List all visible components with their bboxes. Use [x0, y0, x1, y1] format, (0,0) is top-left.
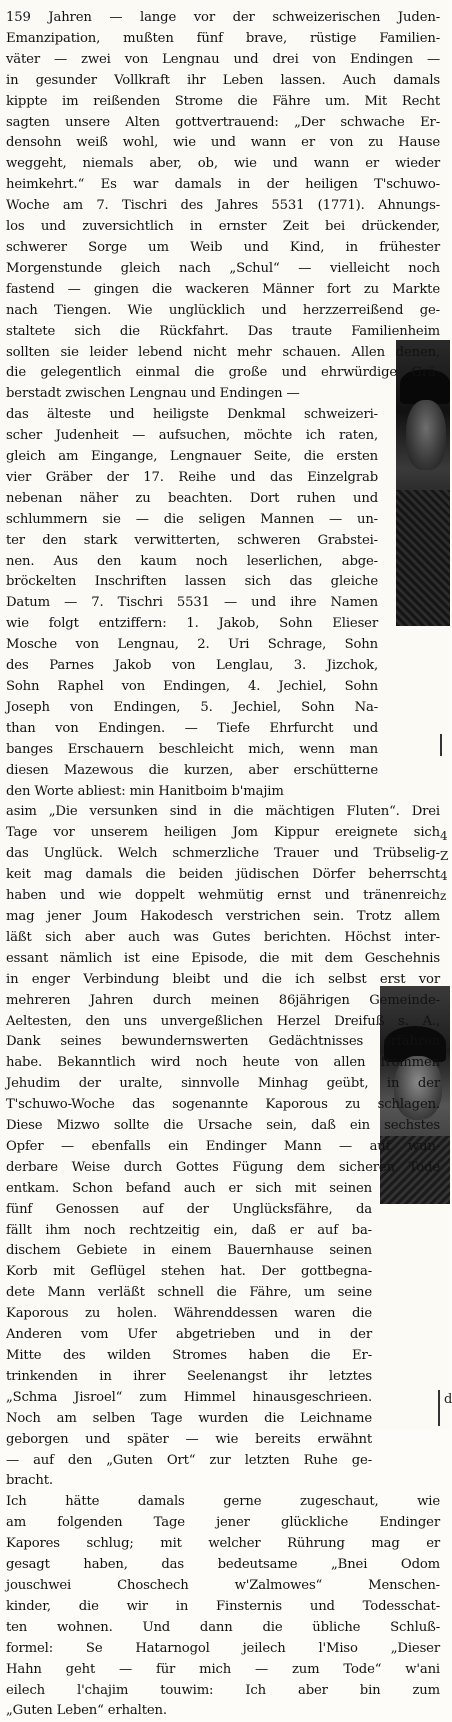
article-line: sollten sie leider lebend nicht mehr schauen. Allen denen, — [6, 344, 440, 360]
margin-char: 4 — [440, 869, 448, 883]
article-line: than von Endingen. — Tiefe Ehrfurcht und — [6, 720, 378, 736]
article-line: haben und wie doppelt wehmütig ernst und tränenreich — [6, 888, 440, 904]
article-line: Datum — 7. Tischri 5531 — und ihre Namen — [6, 595, 378, 611]
column-rule-fragment-bottom — [438, 1390, 452, 1426]
article-line: mehreren Jahren durch meinen 86jährigen Gemeinde- — [6, 992, 440, 1008]
article-line: geborgen und später — wie bereits erwähnt — [6, 1431, 372, 1447]
margin-char: z — [440, 889, 447, 903]
article-line: nach Tiengen. Wie unglücklich und herzzerreißend ge- — [6, 302, 440, 318]
article-line: den Worte abliest: min Hanitboim b'majim — [6, 783, 284, 799]
article-line: sagten unsere Alten gottvertrauend: „Der schwache Er- — [6, 114, 440, 130]
article-line: des Parnes Jakob von Lenglau, 3. Jizchok, — [6, 658, 378, 674]
article-column — [6, 8, 440, 1722]
article-line: heimkehrt.“ Es war damals in der heiligen T'schuwo- — [6, 177, 440, 193]
article-line: dischem Gebiete in einem Bauernhause seinen — [6, 1243, 372, 1259]
article-line: „Schma Jisroel“ zum Himmel hinausgeschrieen. — [6, 1389, 372, 1405]
article-line: nebenan näher zu beachten. Dort ruhen und — [6, 490, 378, 506]
article-line: Morgenstunde gleich nach „Schul“ — vielleicht noch — [6, 260, 440, 276]
article-line: Hahn geht — für mich — zum Tode“ w'ani — [6, 1661, 440, 1677]
article-line: Joseph von Endingen, 5. Jechiel, Sohn Na- — [6, 699, 378, 715]
article-line: fastend — gingen die wackeren Männer fort zu Markte — [6, 281, 440, 297]
article-line: dete Mann verläßt schnell die Fähre, um seine — [6, 1285, 372, 1301]
article-line: das älteste und heiligste Denkmal schweizeri- — [6, 407, 378, 423]
article-line: die gelegentlich einmal die große und ehrwürdige Grä- — [6, 365, 440, 381]
article-line: fällt ihm noch rechtzeitig ein, daß er auf ba- — [6, 1222, 372, 1238]
article-line: väter — zwei von Lengnau und drei von Endingen — — [6, 51, 440, 67]
article-line: in gesunder Vollkraft ihr Leben lassen. Auch damals — [6, 72, 440, 88]
article-line: los und zuversichtlich in ernster Zeit bei drückender, — [6, 219, 440, 235]
article-line: Aeltesten, den uns unvergeßlichen Herzel Dreifuß s. A., — [6, 1013, 440, 1029]
article-line: Opfer — ebenfalls ein Endinger Mann — auf wun- — [6, 1138, 440, 1154]
article-line: derbare Weise durch Gottes Fügung dem sicheren Tode — [6, 1159, 440, 1175]
article-line: läßt sich aber auch was Gutes berichten. Höchst inter- — [6, 929, 440, 945]
article-line: gleich am Eingange, Lengnauer Seite, die ersten — [6, 449, 378, 465]
margin-char: Z — [440, 849, 449, 863]
article-line: Tage vor unserem heiligen Jom Kippur ereignete sich — [6, 825, 440, 841]
article-line: berstadt zwischen Lengnau und Endingen — — [6, 386, 300, 402]
article-line: trinkenden in ihrer Seelenangst ihr letztes — [6, 1368, 372, 1384]
article-line: „Guten Leben“ erhalten. — [6, 1703, 167, 1719]
article-line: T'schuwo-Woche das sogenannte Kaporous zu schlagen. — [6, 1097, 440, 1113]
article-line: jouschwei Choschech w'Zalmowes“ Menschen- — [6, 1577, 440, 1593]
article-line: am folgenden Tage jener glückliche Endinger — [6, 1515, 440, 1531]
article-line: staltete sich die Rückfahrt. Das traute Familienheim — [6, 323, 440, 339]
article-line: fünf Genossen auf der Unglücksfähre, da — [6, 1201, 372, 1217]
article-line: Sohn Raphel von Endingen, 4. Jechiel, Sohn — [6, 679, 378, 694]
article-line: gesagt haben, das bedeutsame „Bnei Odom — [6, 1557, 440, 1573]
margin-char: 4 — [440, 829, 448, 843]
article-line: Jehudim der uralte, sinnvolle Minhag geübt, in der — [6, 1076, 440, 1092]
article-line: schlummern sie — die seligen Mannen — un- — [6, 511, 378, 527]
article-line: Mitte des wilden Stromes haben die Er- — [6, 1348, 372, 1363]
article-line: Noch am selben Tage wurden die Leichname — [6, 1410, 372, 1426]
article-line: habe. Bekanntlich wird noch heute von allen frommen — [6, 1055, 440, 1071]
article-line: Diese Mizwo sollte die Ursache sein, daß ein sechstes — [6, 1118, 440, 1134]
margin-char: d — [444, 1392, 452, 1407]
article-line: kinder, die wir in Finsternis und Todesschat- — [6, 1598, 440, 1614]
column-rule-fragment — [440, 734, 452, 756]
article-line: Korb mit Geflügel stehen hat. Der gottbegna- — [6, 1264, 372, 1280]
article-line: wie folgt entziffern: 1. Jakob, Sohn Elieser — [6, 616, 378, 632]
article-line: ter den stark verwitterten, schweren Grabstei- — [6, 532, 378, 548]
article-line: ten wohnen. Und dann die übliche Schluß- — [6, 1619, 440, 1635]
article-line: kippte im reißenden Strome die Fähre um. Mit Recht — [6, 93, 440, 109]
article-line: essant nämlich ist eine Episode, die mit dem Geschehnis — [6, 950, 440, 966]
article-line: densohn weiß wohl, wie und wann er von zu Hause — [6, 135, 440, 151]
article-line: Anderen vom Ufer abgetrieben und in der — [6, 1327, 372, 1343]
article-line: Ich hätte damals gerne zugeschaut, wie — [6, 1494, 440, 1510]
article-line: Kaporous zu holen. Währenddessen waren die — [6, 1306, 372, 1322]
article-line: eilech l'chajim touwim: Ich aber bin zum — [6, 1682, 440, 1698]
article-line: formel: Se Hatarnogol jeilech l'Miso „Dieser — [6, 1640, 440, 1656]
article-line: entkam. Schon befand auch er sich mit seinen — [6, 1180, 372, 1196]
article-line: weggeht, niemals aber, ob, wie und wann er wieder — [6, 156, 440, 172]
article-line: banges Erschauern beschleicht mich, wenn man — [6, 741, 378, 757]
article-line: asim „Die versunken sind in die mächtigen Fluten“. Drei — [6, 804, 440, 820]
article-line: Kapores schlug; mit welcher Rührung mag er — [6, 1536, 440, 1552]
article-line: in enger Verbindung bleibt und die ich selbst erst vor — [6, 971, 440, 987]
article-line: diesen Mazewous die kurzen, aber erschütterne — [6, 762, 378, 778]
article-line: 159 Jahren — lange vor der schweizerischen Juden- — [6, 10, 440, 25]
article-line: Mosche von Lengnau, 2. Uri Schrage, Sohn — [6, 637, 378, 653]
article-line: Woche am 7. Tischri des Jahres 5531 (1771). Ahnungs- — [6, 198, 440, 214]
article-line: bröckelten Inschriften lassen sich das gleiche — [6, 574, 378, 590]
article-line: keit mag damals die beiden jüdischen Dörfer beherrscht — [6, 867, 440, 883]
article-line: nen. Aus den kaum noch leserlichen, abge- — [6, 553, 378, 569]
article-line: vier Gräber der 17. Reihe und das Einzelgrab — [6, 469, 378, 485]
article-line: Emanzipation, mußten fünf brave, rüstige Familien- — [6, 30, 440, 46]
article-line: — auf den „Guten Ort“ zur letzten Ruhe ge- — [6, 1452, 372, 1468]
article-line: scher Judenheit — aufsuchen, möchte ich raten, — [6, 428, 378, 444]
article-line: mag jener Joum Hakodesch verstrichen sein. Trotz allem — [6, 908, 440, 924]
article-line: bracht. — [6, 1473, 53, 1489]
article-line: das Unglück. Welch schmerzliche Trauer und Trübselig- — [6, 846, 440, 862]
article-line: schwerer Sorge um Weib und Kind, in frühester — [6, 239, 440, 255]
adjacent-column-fragment — [440, 826, 450, 936]
article-line: Dank seines bewundernswerten Gedächtnisses erfahren — [6, 1034, 440, 1050]
